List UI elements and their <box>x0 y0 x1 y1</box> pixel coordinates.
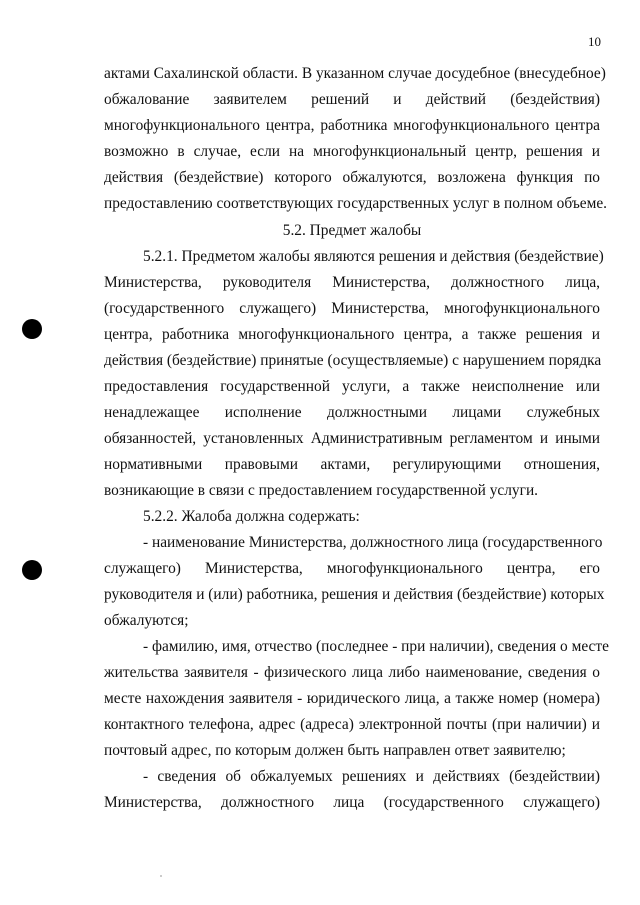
scan-speck <box>160 875 162 877</box>
section-heading: 5.2. Предмет жалобы <box>282 222 422 239</box>
punch-hole-top <box>22 319 42 339</box>
text-line: месте нахождения заявителя - юридического лица, а также номер (номера) <box>104 690 600 707</box>
text-line: обязанностей, установленных Административным регламентом и иными <box>104 430 600 447</box>
text-line: служащего) Министерства, многофункционального центра, его <box>104 560 600 577</box>
text-line: ненадлежащее исполнение должностными лицами служебных <box>104 404 600 421</box>
text-line: Министерства, должностного лица (государственного служащего) <box>104 794 600 811</box>
text-line: нормативными правовыми актами, регулирующими отношения, <box>104 456 600 473</box>
text-line: почтовый адрес, по которым должен быть направлен ответ заявителю; <box>104 742 566 759</box>
page-number: 10 <box>588 34 601 49</box>
paragraph-first-line: - наименование Министерства, должностного лица (государственного <box>143 534 603 551</box>
text-line: (государственного служащего) Министерства, многофункционального <box>104 300 600 317</box>
text-line: возможно в случае, если на многофункциональный центр, решения и <box>104 143 600 160</box>
text-line: многофункционального центра, работника многофункционального центра <box>104 117 600 134</box>
text-line: центра, работника многофункционального центра, а также решения и <box>104 326 600 343</box>
text-line: обжалуются; <box>104 612 189 629</box>
text-line: жительства заявителя - физического лица либо наименование, сведения о <box>104 664 600 681</box>
paragraph-first-line: 5.2.2. Жалоба должна содержать: <box>143 508 360 525</box>
punch-hole-bottom <box>22 560 42 580</box>
paragraph-first-line: - фамилию, имя, отчество (последнее - при наличии), сведения о месте <box>143 638 609 655</box>
text-line: руководителя и (или) работника, решения и действия (бездействие) которых <box>104 586 605 603</box>
text-line: предоставлению соответствующих государственных услуг в полном объеме. <box>104 195 608 212</box>
text-line: действия (бездействие) которого обжалуются, возложена функция по <box>104 169 600 186</box>
text-line: актами Сахалинской области. В указанном случае досудебное (внесудебное) <box>104 65 606 82</box>
text-line: предоставления государственной услуги, а также неисполнение или <box>104 378 600 395</box>
text-line: Министерства, руководителя Министерства, должностного лица, <box>104 274 600 291</box>
paragraph-first-line: 5.2.1. Предметом жалобы являются решения и действия (бездействие) <box>143 248 604 265</box>
text-line: контактного телефона, адрес (адреса) электронной почты (при наличии) и <box>104 716 600 733</box>
paragraph-first-line: - сведения об обжалуемых решениях и действиях (бездействии) <box>143 768 600 785</box>
text-line: возникающие в связи с предоставлением государственной услуги. <box>104 482 539 499</box>
text-line: обжалование заявителем решений и действий (бездействия) <box>104 91 600 108</box>
text-line: действия (бездействие) принятые (осуществляемые) с нарушением порядка <box>104 352 602 369</box>
